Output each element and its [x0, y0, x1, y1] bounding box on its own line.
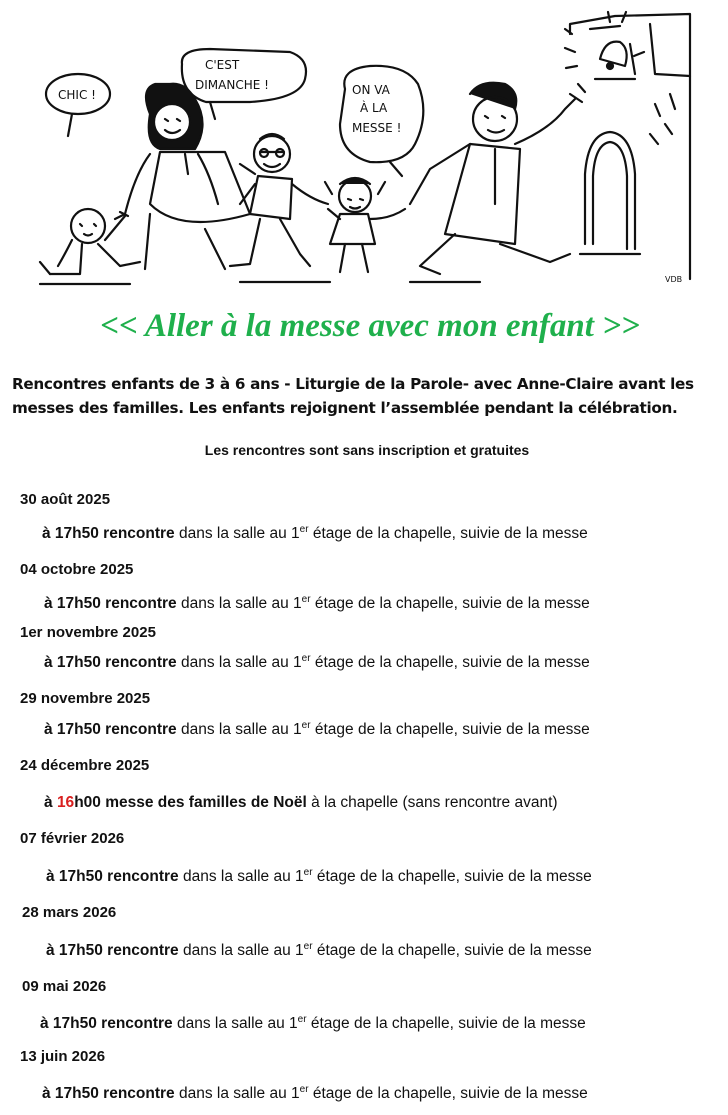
bubble-text: À LA: [360, 101, 388, 115]
mother-drawing: [115, 84, 255, 269]
bubble-text: MESSE !: [352, 121, 402, 135]
event-place: dans la salle au 1: [172, 1015, 298, 1032]
event-place: dans la salle au 1: [176, 721, 302, 738]
event-place: dans la salle au 1: [176, 654, 302, 671]
floor-superscript: er: [299, 524, 309, 535]
event-place: dans la salle au 1: [176, 595, 302, 612]
schedule-date: 04 octobre 2025: [20, 561, 134, 578]
event-place: étage de la chapelle, suivie de la messe: [312, 942, 592, 959]
registration-note: Les rencontres sont sans inscription et gratuites: [204, 442, 530, 458]
page-title: << Aller à la messe avec mon enfant >>: [100, 308, 640, 344]
schedule-date: 07 février 2026: [20, 830, 125, 847]
schedule-date: 29 novembre 2025: [20, 690, 151, 707]
floor-superscript: er: [297, 1014, 307, 1025]
schedule-date: 30 août 2025: [20, 491, 111, 508]
event-place: étage de la chapelle, suivie de la messe: [310, 721, 590, 738]
bubble-text: DIMANCHE !: [195, 78, 269, 92]
event-bold: à 17h50 rencontre: [44, 721, 177, 738]
event-bold: à 17h50 rencontre: [42, 525, 175, 542]
floor-superscript: er: [301, 594, 311, 605]
girl-drawing: [325, 178, 405, 272]
schedule-detail: [46, 942, 592, 960]
event-place: étage de la chapelle, suivie de la messe: [310, 595, 590, 612]
event-bold: à 17h50 rencontre: [46, 868, 179, 885]
event-place: dans la salle au 1: [178, 942, 304, 959]
floor-superscript: er: [303, 867, 313, 878]
schedule-detail: [44, 654, 590, 672]
father-drawing: [410, 83, 585, 274]
floor-superscript: er: [303, 941, 313, 952]
schedule-date: 24 décembre 2025: [20, 757, 150, 774]
event-bold: à 17h50 rencontre: [40, 1015, 173, 1032]
event-place: dans la salle au 1: [174, 1085, 300, 1102]
ground-lines: [40, 282, 480, 284]
schedule-date: 09 mai 2026: [22, 978, 107, 995]
schedule-detail: [44, 794, 558, 812]
schedule-date: 13 juin 2026: [20, 1048, 106, 1065]
intro-paragraph: Rencontres enfants de 3 à 6 ans - Liturgie de la Parole- avec Anne-Claire avant les messes des familles. Les enfants rejoignent l’assemblée pendant la célébration.: [12, 375, 694, 417]
event-place: à la chapelle (sans rencontre avant): [306, 794, 558, 811]
floor-superscript: er: [301, 653, 311, 664]
event-place: étage de la chapelle, suivie de la messe: [310, 654, 590, 671]
event-bold: à 16h00 messe des familles de Noël: [44, 794, 307, 811]
floor-superscript: er: [301, 720, 311, 731]
bubble-text: CHIC !: [58, 88, 96, 102]
event-bold: à 17h50 rencontre: [42, 1085, 175, 1102]
bubble-text: C'EST: [205, 58, 240, 72]
schedule-detail: [42, 1085, 588, 1103]
speech-bubble-messe: [340, 66, 423, 176]
event-place: étage de la chapelle, suivie de la messe: [308, 1085, 588, 1102]
bubble-text: ON VA: [352, 83, 390, 97]
signature: VDB: [665, 275, 683, 284]
event-place: étage de la chapelle, suivie de la messe: [312, 868, 592, 885]
schedule-detail: [44, 721, 590, 739]
family-cartoon-illustration: [10, 4, 710, 290]
speech-bubble-chic: [46, 74, 110, 136]
floor-superscript: er: [299, 1084, 309, 1095]
schedule-detail: [46, 868, 592, 886]
schedule-detail: [44, 595, 590, 613]
event-place: dans la salle au 1: [178, 868, 304, 885]
event-bold: à 17h50 rencontre: [44, 595, 177, 612]
church-drawing: [565, 12, 690, 279]
schedule-detail: [40, 1015, 586, 1033]
child-left-drawing: [40, 209, 140, 274]
event-place: étage de la chapelle, suivie de la messe: [308, 525, 588, 542]
schedule-date: 28 mars 2026: [22, 904, 117, 921]
event-hour: 16: [56, 794, 75, 811]
event-place: dans la salle au 1: [174, 525, 300, 542]
schedule-date: 1er novembre 2025: [20, 624, 156, 641]
schedule-detail: [42, 525, 588, 543]
event-bold: à 17h50 rencontre: [46, 942, 179, 959]
event-bold: à 17h50 rencontre: [44, 654, 177, 671]
event-place: étage de la chapelle, suivie de la messe: [306, 1015, 586, 1032]
